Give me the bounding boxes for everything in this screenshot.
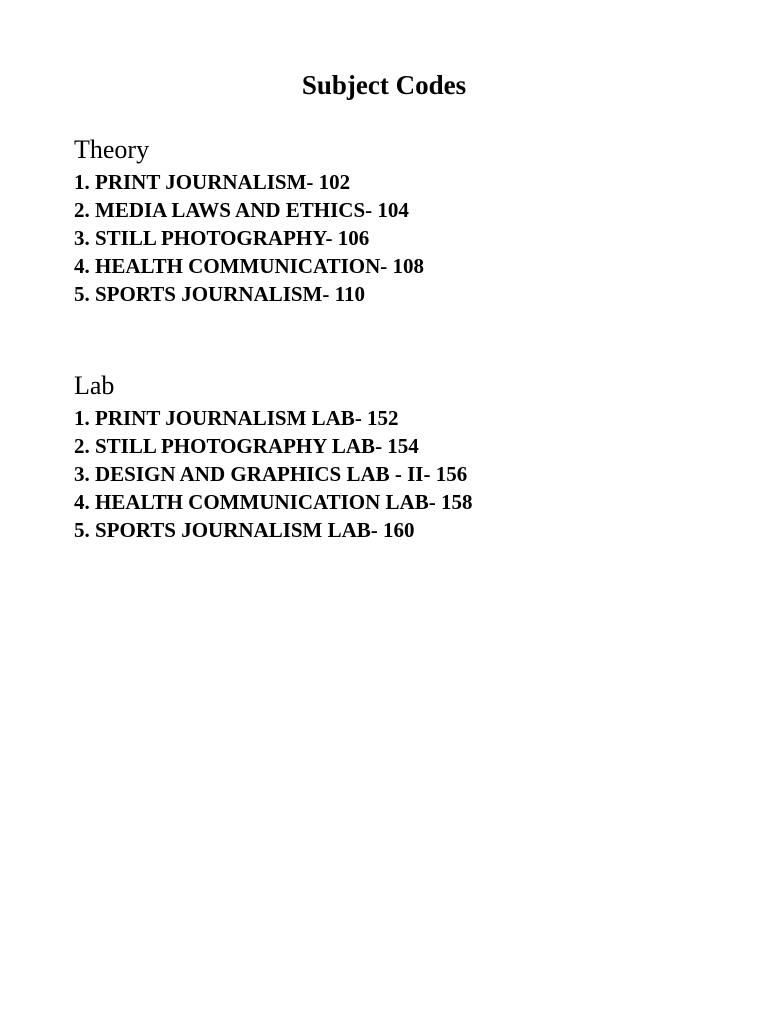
theory-section — [74, 134, 424, 308]
page-title: Subject Codes — [301, 70, 467, 100]
lab-section — [74, 370, 472, 544]
theory-subject-item: 5. SPORTS JOURNALISM- 110 — [74, 282, 365, 306]
lab-subject-item: 4. HEALTH COMMUNICATION LAB- 158 — [74, 490, 473, 514]
theory-subject-list — [74, 168, 424, 308]
lab-subject-item: 3. DESIGN AND GRAPHICS LAB - II- 156 — [74, 462, 468, 486]
lab-subject-list — [74, 404, 472, 544]
theory-heading: Theory — [74, 135, 150, 164]
theory-subject-item: 1. PRINT JOURNALISM- 102 — [74, 170, 351, 194]
lab-subject-item: 5. SPORTS JOURNALISM LAB- 160 — [74, 518, 415, 542]
theory-subject-item: 4. HEALTH COMMUNICATION- 108 — [74, 254, 425, 278]
lab-subject-item: 2. STILL PHOTOGRAPHY LAB- 154 — [74, 434, 419, 458]
theory-subject-item: 2. MEDIA LAWS AND ETHICS- 104 — [74, 198, 409, 222]
lab-heading: Lab — [74, 371, 115, 400]
lab-subject-item: 1. PRINT JOURNALISM LAB- 152 — [74, 406, 399, 430]
theory-subject-item: 3. STILL PHOTOGRAPHY- 106 — [74, 226, 370, 250]
